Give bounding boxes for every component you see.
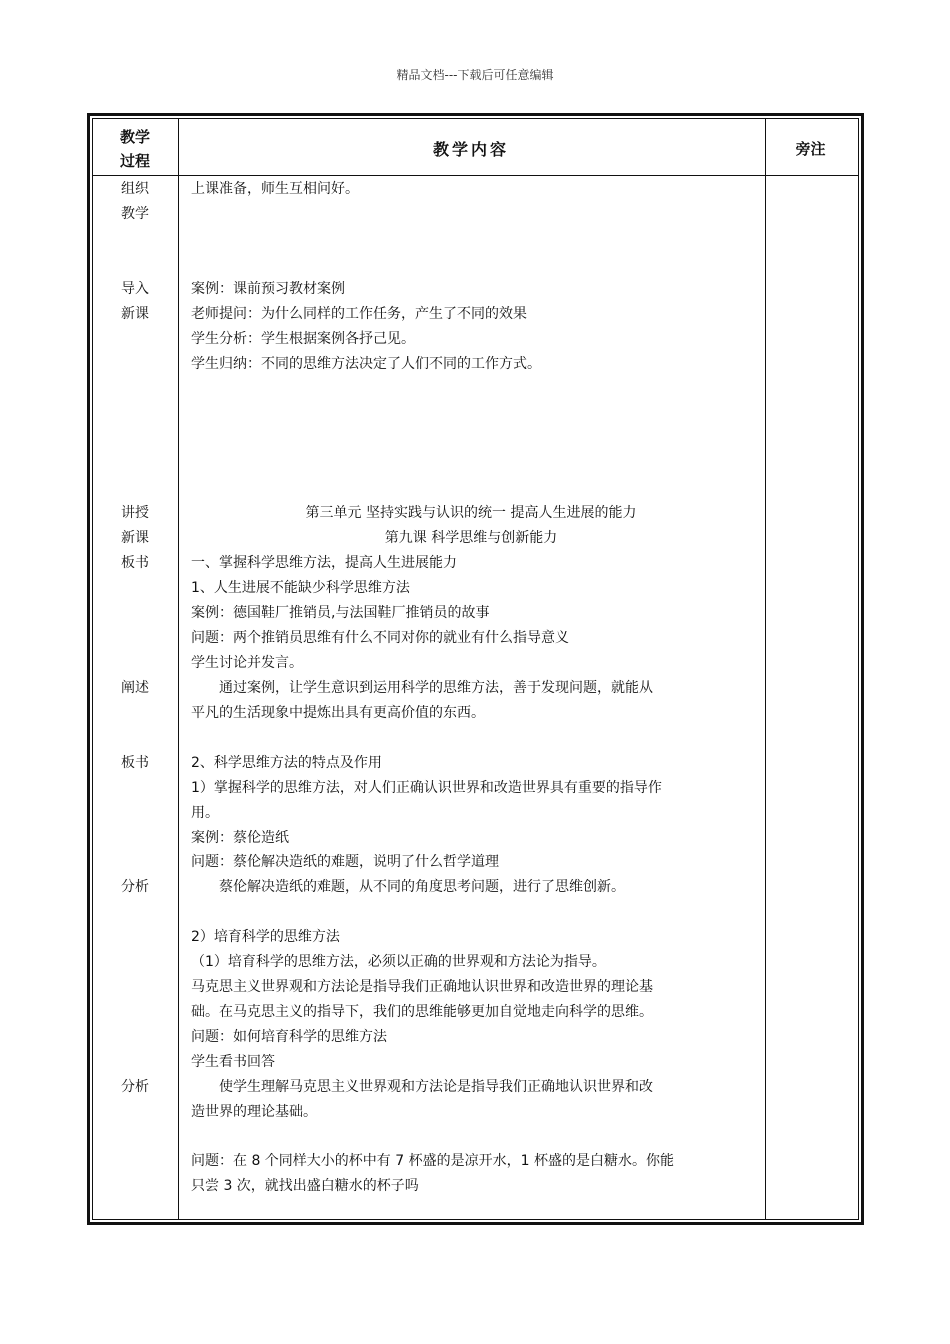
table-inner-border — [92, 118, 859, 1220]
column-divider-2 — [765, 119, 766, 1219]
header-divider — [93, 175, 858, 176]
content-line: （1）培育科学的思维方法，必须以正确的世界观和方法论为指导。 — [191, 954, 606, 970]
content-line: 学生分析：学生根据案例各抒己见。 — [191, 331, 415, 347]
header-note: 旁注 — [795, 140, 826, 158]
label-intro — [93, 277, 177, 327]
content-line: 平凡的生活现象中提炼出具有更高价值的东西。 — [191, 705, 485, 721]
label-lecture-line3: 板书 — [121, 555, 149, 571]
content-line: 础。在马克思主义的指导下，我们的思维能够更加自觉地走向科学的思维。 — [191, 1004, 653, 1020]
header-content: 教学内容 — [432, 140, 509, 159]
content-line: 1、人生进展不能缺少科学思维方法 — [191, 580, 410, 596]
content-line: 学生讨论并发言。 — [191, 655, 303, 671]
page-header: 精品文档---下载后可任意编辑 — [396, 68, 554, 82]
content-line: 1）掌握科学的思维方法，对人们正确认识世界和改造世界具有重要的指导作 — [191, 780, 662, 796]
label-board: 板书 — [121, 755, 149, 771]
content-line: 问题：在 8 个同样大小的杯中有 7 杯盛的是凉开水，1 杯盛的是白糖水。你能 — [191, 1153, 674, 1169]
lesson-title: 第九课 科学思维与创新能力 — [384, 530, 558, 546]
label-lecture-line1: 讲授 — [121, 505, 149, 521]
label-intro-line1: 导入 — [121, 281, 149, 297]
content-line: 问题：如何培育科学的思维方法 — [191, 1029, 387, 1045]
header-process-line1: 教学 — [119, 128, 150, 146]
unit-title: 第三单元 坚持实践与认识的统一 提高人生进展的能力 — [305, 505, 637, 521]
content-line: 问题：两个推销员思维有什么不同对你的就业有什么指导意义 — [191, 630, 569, 646]
content-line: 使学生理解马克思主义世界观和方法论是指导我们正确地认识世界和改 — [219, 1079, 653, 1095]
content-line: 案例：蔡伦造纸 — [191, 830, 289, 846]
lesson-plan-table — [87, 113, 864, 1225]
content-line: 造世界的理论基础。 — [191, 1104, 317, 1120]
content-line: 案例：课前预习教材案例 — [191, 281, 345, 297]
label-explain: 阐述 — [121, 680, 149, 696]
content-line: 蔡伦解决造纸的难题，从不同的角度思考问题，进行了思维创新。 — [219, 879, 625, 895]
label-organize-line1: 组织 — [121, 181, 149, 197]
content-line: 学生归纳：不同的思维方法决定了人们不同的工作方式。 — [191, 356, 541, 372]
label-lecture — [93, 501, 177, 576]
label-organize — [93, 177, 177, 227]
content-line: 学生看书回答 — [191, 1054, 275, 1070]
label-organize-line2: 教学 — [121, 206, 149, 222]
label-intro-line2: 新课 — [121, 306, 149, 322]
content-line: 2、科学思维方法的特点及作用 — [191, 755, 382, 771]
content-line: 一、掌握科学思维方法，提高人生进展能力 — [191, 555, 457, 571]
content-line: 只尝 3 次，就找出盛白糖水的杯子吗 — [191, 1178, 419, 1194]
content-line: 马克思主义世界观和方法论是指导我们正确地认识世界和改造世界的理论基 — [191, 979, 653, 995]
header-process-line2: 过程 — [119, 152, 150, 170]
content-line: 用。 — [191, 805, 219, 821]
content-line: 问题：蔡伦解决造纸的难题，说明了什么哲学道理 — [191, 854, 499, 870]
column-divider-1 — [178, 119, 179, 1219]
content-line: 上课准备，师生互相问好。 — [191, 181, 359, 197]
content-line: 老师提问：为什么同样的工作任务，产生了不同的效果 — [191, 306, 527, 322]
label-analysis-1: 分析 — [121, 879, 149, 895]
header-process — [93, 125, 177, 173]
content-line: 2）培育科学的思维方法 — [191, 929, 340, 945]
label-analysis-2: 分析 — [121, 1079, 149, 1095]
content-line: 案例：德国鞋厂推销员,与法国鞋厂推销员的故事 — [191, 605, 490, 621]
label-lecture-line2: 新课 — [121, 530, 149, 546]
content-line: 通过案例，让学生意识到运用科学的思维方法，善于发现问题，就能从 — [219, 680, 653, 696]
